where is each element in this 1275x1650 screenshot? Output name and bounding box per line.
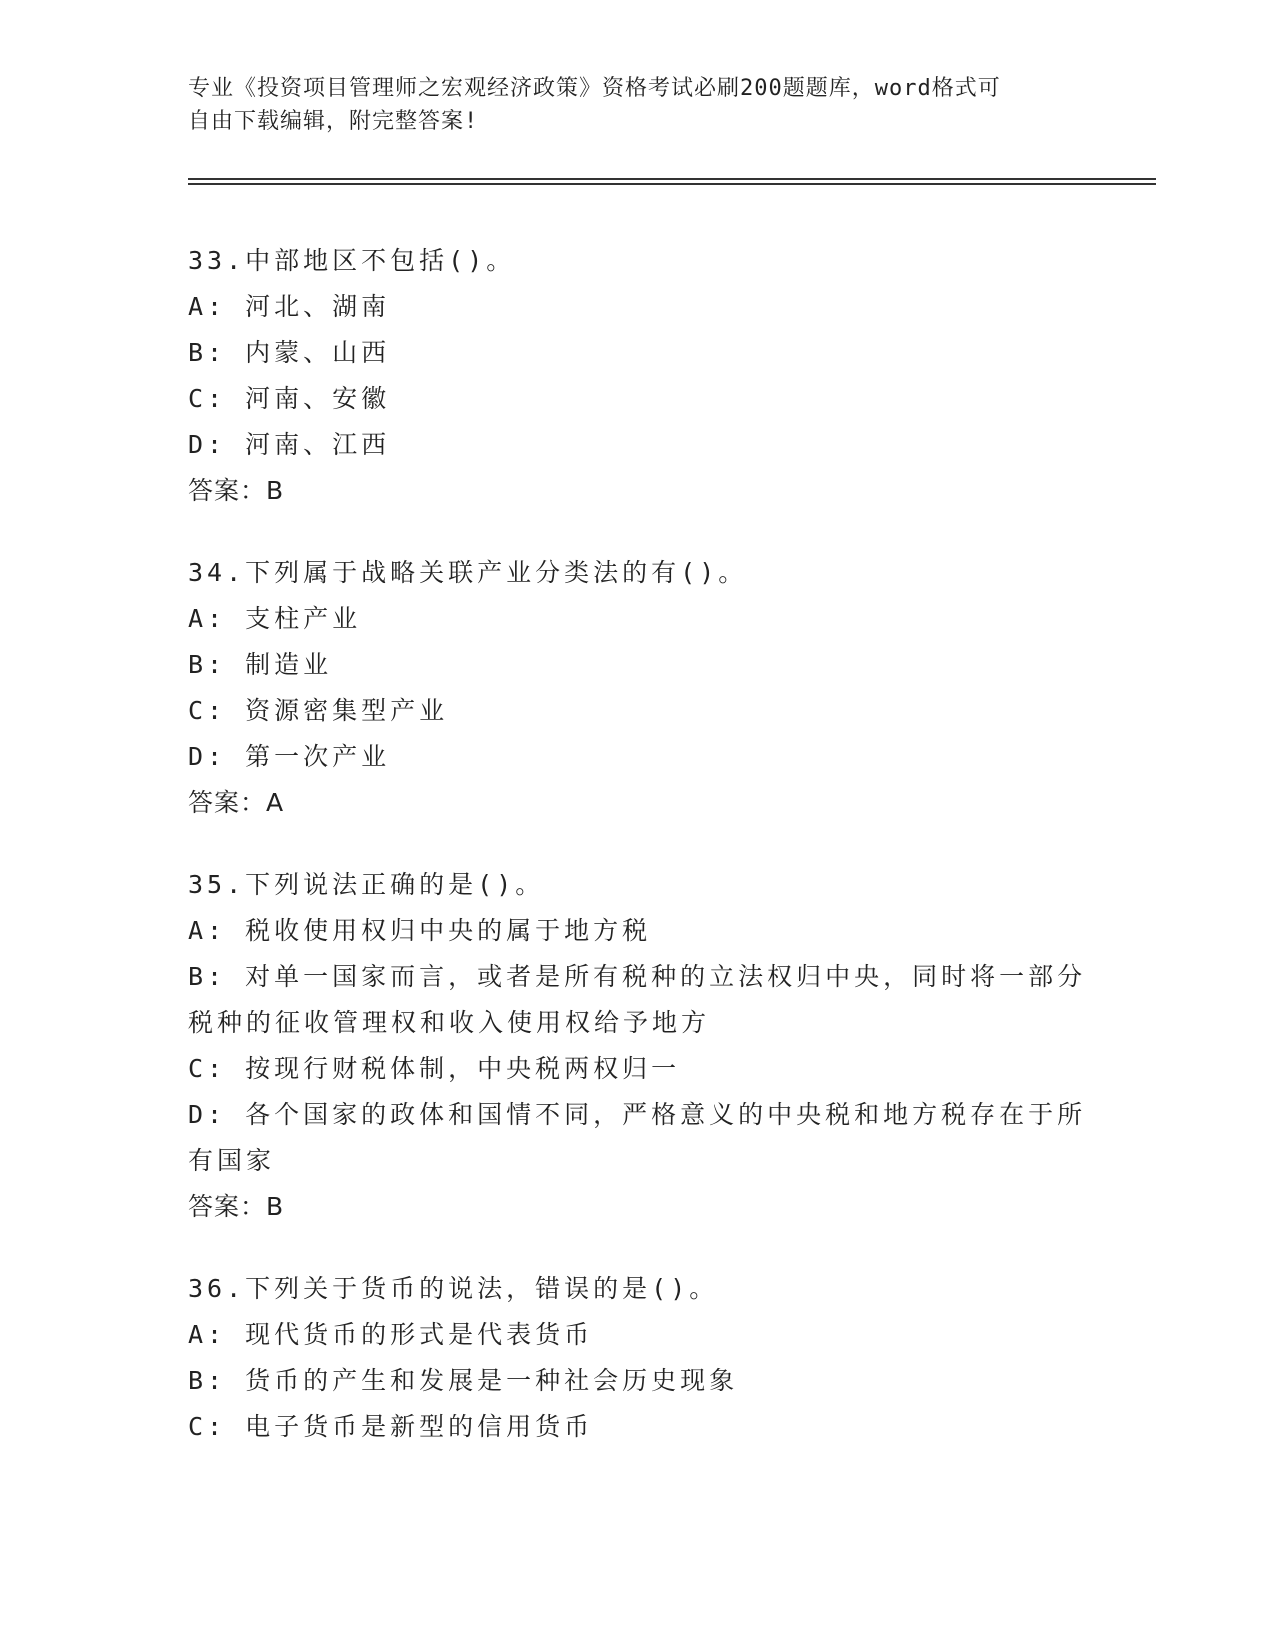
option-a: A: 河北、湖南: [188, 292, 391, 321]
option-b: B: 制造业: [188, 650, 333, 679]
answer: 答案：A: [188, 788, 285, 817]
option-d: D: 河南、江西: [188, 430, 391, 459]
document-header: [188, 72, 1068, 138]
question-34: [188, 550, 1088, 826]
option-c: C: 资源密集型产业: [188, 696, 449, 725]
option-c: C: 按现行财税体制，中央税两权归一: [188, 1054, 681, 1083]
option-b: B: 货币的产生和发展是一种社会历史现象: [188, 1366, 739, 1395]
option-d: D: 各个国家的政体和国情不同，严格意义的中央税和地方税存在于所有国家: [188, 1100, 1087, 1175]
option-c: C: 电子货币是新型的信用货币: [188, 1412, 594, 1441]
question-35: [188, 862, 1088, 1230]
header-line-1: 专业《投资项目管理师之宏观经济政策》资格考试必刷200题题库，word格式可: [188, 76, 1001, 101]
question-stem: 33.中部地区不包括()。: [188, 246, 516, 275]
header-divider-top: [188, 178, 1156, 180]
question-stem: 36.下列关于货币的说法，错误的是()。: [188, 1274, 719, 1303]
question-36: [188, 1266, 1088, 1450]
option-a: A: 税收使用权归中央的属于地方税: [188, 916, 652, 945]
option-a: A: 现代货币的形式是代表货币: [188, 1320, 594, 1349]
header-divider-bottom: [188, 183, 1156, 185]
option-b: B: 对单一国家而言，或者是所有税种的立法权归中央，同时将一部分税种的征收管理权和收入使用权给予地方: [188, 962, 1087, 1037]
option-d: D: 第一次产业: [188, 742, 391, 771]
option-b: B: 内蒙、山西: [188, 338, 391, 367]
question-stem: 35.下列说法正确的是()。: [188, 870, 545, 899]
question-stem: 34.下列属于战略关联产业分类法的有()。: [188, 558, 748, 587]
question-33: [188, 238, 1088, 514]
answer: 答案：B: [188, 1192, 285, 1221]
answer: 答案：B: [188, 476, 285, 505]
question-list: [188, 238, 1088, 1486]
option-a: A: 支柱产业: [188, 604, 362, 633]
option-c: C: 河南、安徽: [188, 384, 391, 413]
header-line-2: 自由下载编辑，附完整答案!: [188, 109, 479, 134]
